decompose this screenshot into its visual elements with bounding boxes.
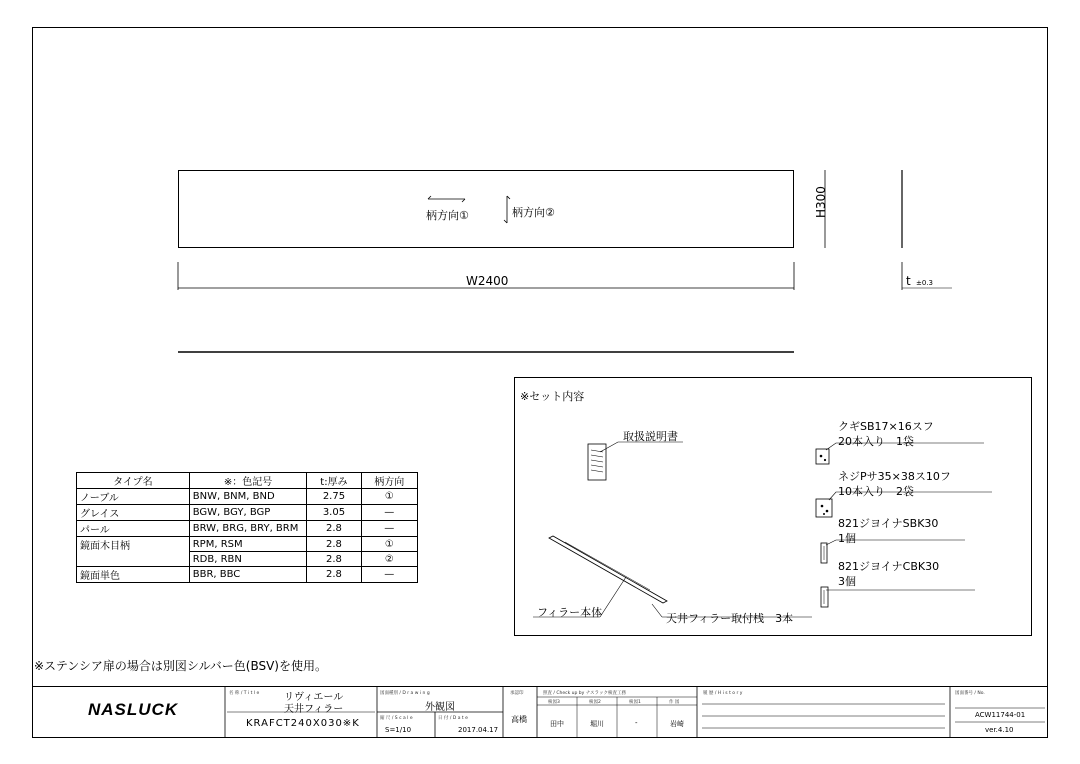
grain-direction-1-label: 柄方向① <box>426 209 469 222</box>
check3-caption: 検図1 <box>629 700 641 705</box>
cell-grain: ① <box>361 537 417 552</box>
drawing-type: 外観図 <box>425 702 455 713</box>
cell-thickness: 2.8 <box>307 552 361 567</box>
product-sub: 天井フィラー <box>284 704 344 715</box>
title-caption: 名 称 / T i t l e <box>229 691 260 696</box>
cell-grain: ② <box>361 552 417 567</box>
cell-thickness: 2.8 <box>307 537 361 552</box>
history-caption: 履 歴 / H i s t o r y <box>703 691 743 696</box>
cell-type: グレイス <box>77 505 190 521</box>
grain-direction-2-label: 柄方向② <box>512 206 555 219</box>
cell-color: BRW, BRG, BRY, BRM <box>189 521 307 537</box>
drawing-number: ACW11744-01 <box>975 711 1026 719</box>
check4-name: 岩崎 <box>670 720 684 728</box>
nail-name: クギSB17×16スフ <box>838 420 934 433</box>
joiner-s-qty: 1個 <box>838 532 856 545</box>
cell-color: RPM, RSM <box>189 537 307 552</box>
joiner-c-name: 821ジヨイナCBK30 <box>838 560 940 573</box>
header-color: ※：色記号 <box>189 473 307 489</box>
cell-thickness: 2.8 <box>307 567 361 583</box>
cell-type: 鏡面単色 <box>77 567 190 583</box>
ceiling-bar-label: 天井フィラー取付桟 3本 <box>666 612 794 625</box>
check2-name: 堀川 <box>590 720 604 728</box>
header-thickness: t:厚み <box>307 473 361 489</box>
date-caption: 日 付 / D a t e <box>438 716 468 721</box>
thickness-label: t <box>906 274 911 288</box>
check4-caption: 作 図 <box>669 700 680 705</box>
cell-thickness: 3.05 <box>307 505 361 521</box>
joiner-s-name: 821ジヨイナSBK30 <box>838 517 939 530</box>
cell-grain: — <box>361 521 417 537</box>
cell-color: BBR, BBC <box>189 567 307 583</box>
cell-thickness: 2.75 <box>307 489 361 505</box>
approved-name: 高橋 <box>511 715 527 724</box>
check1-caption: 検図3 <box>548 700 560 705</box>
drawing-caption: 図面種別 / D r a w i n g <box>380 691 430 696</box>
set-contents-title: ※セット内容 <box>520 390 585 403</box>
cell-type: 鏡面木目柄 <box>77 537 190 567</box>
check2-caption: 検図2 <box>589 700 601 705</box>
filler-body-label: フィラー本体 <box>537 606 603 619</box>
nail-qty: 20本入り 1袋 <box>838 435 914 448</box>
thickness-tolerance: ±0.3 <box>916 279 933 287</box>
screw-name: ネジPサ35×38ス10フ <box>838 470 951 483</box>
joiner-c-qty: 3個 <box>838 575 856 588</box>
number-caption: 図面番号 / No. <box>955 691 985 696</box>
check1-name: 田中 <box>550 720 564 728</box>
width-dimension-label: W2400 <box>466 274 509 288</box>
check-caption: 照査 / Check up by ナスラック検査工務 <box>543 691 626 696</box>
date-value: 2017.04.17 <box>458 726 499 734</box>
cell-type: ノーブル <box>77 489 190 505</box>
height-dimension-label: H300 <box>814 186 828 218</box>
cell-type: パール <box>77 521 190 537</box>
scale-value: S=1/10 <box>385 726 412 734</box>
header-grain: 柄方向 <box>361 473 417 489</box>
header-type: タイプ名 <box>77 473 190 489</box>
cell-color: BGW, BGY, BGP <box>189 505 307 521</box>
cell-grain: — <box>361 505 417 521</box>
version-number: ver.4.10 <box>985 726 1014 734</box>
product-name: リヴィエール <box>284 692 344 703</box>
screw-qty: 10本入り 2袋 <box>838 485 914 498</box>
cell-color: BNW, BNM, BND <box>189 489 307 505</box>
cell-thickness: 2.8 <box>307 521 361 537</box>
stainless-door-note: ※ステンシア扉の場合は別図シルバー色(BSV)を使用。 <box>34 659 327 673</box>
model-code: KRAFCT240X030※K <box>246 718 360 729</box>
approved-caption: 承認印 <box>510 691 524 696</box>
cell-grain: ① <box>361 489 417 505</box>
nasluck-logo: NASLUCK <box>88 700 179 719</box>
cell-grain: — <box>361 567 417 583</box>
manual-label: 取扱説明書 <box>623 430 678 443</box>
scale-caption: 縮 尺 / S c a l e <box>380 716 413 721</box>
cell-color: RDB, RBN <box>189 552 307 567</box>
check3-name: - <box>635 719 638 727</box>
